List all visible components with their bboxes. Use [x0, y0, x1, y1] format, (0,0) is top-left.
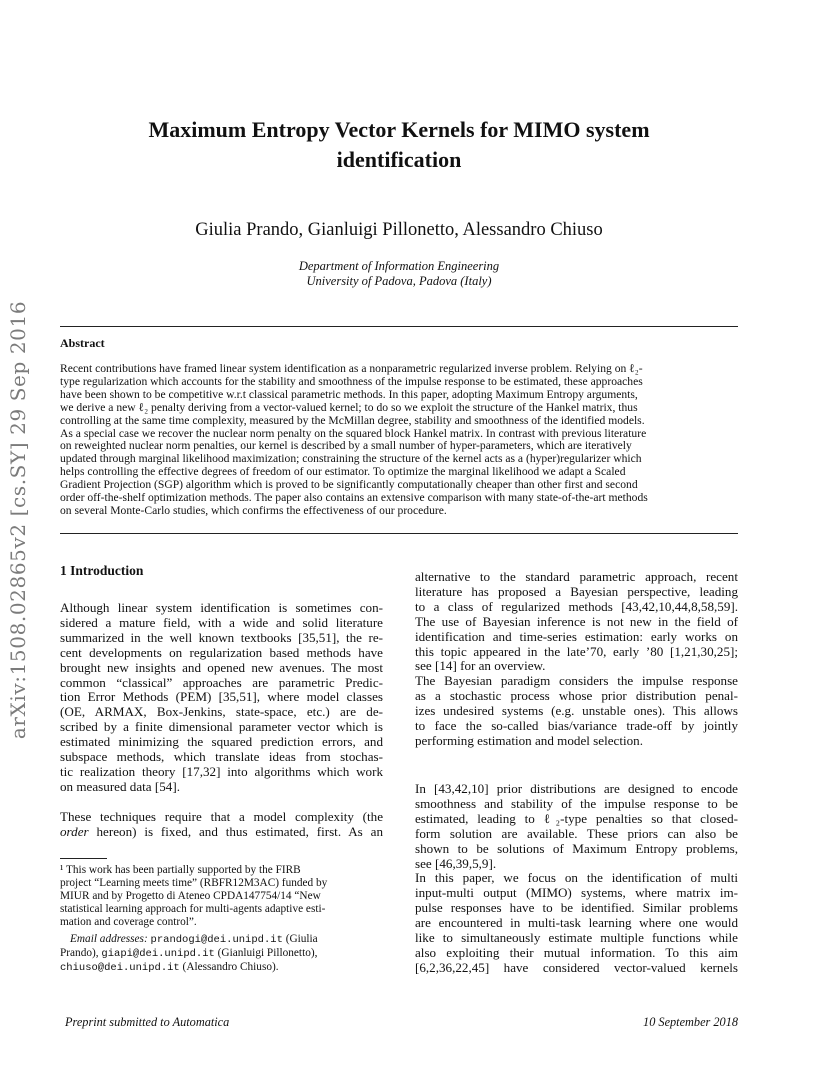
abstract-line: have been shown to be competitive w.r.t classical parametric methods. In this paper, adopting Maximum Entropy arguments,	[60, 387, 638, 401]
footer-date: 10 September 2018	[643, 1015, 738, 1029]
text-line: [6,2,36,22,45] have considered vector-valued kernels	[415, 959, 738, 975]
intro-left-paragraph-2	[60, 810, 383, 840]
title-line: identification	[336, 147, 462, 172]
text-line: These techniques require that a model complexity (the	[60, 809, 383, 824]
title-line: Maximum Entropy Vector Kernels for MIMO system	[148, 117, 650, 142]
email-line	[60, 947, 383, 961]
affiliation-line: University of Padova, Padova (Italy)	[306, 273, 492, 288]
text-line: brought new insights and opened new avenues. The most	[60, 659, 383, 675]
text-line: see [46,39,5,9].	[415, 855, 497, 871]
footnote-line: statistical learning approach for multi-agents adaptive esti-	[60, 903, 326, 915]
text-line: identification and time-series estimation: early works on	[415, 628, 738, 644]
text-line: also exploiting their mutual information. To this aim	[415, 944, 738, 960]
text-line: tic realization theory [17,32] into algorithms which work	[60, 763, 383, 779]
footnote-rule	[60, 858, 107, 859]
intro-left-paragraph-1	[60, 601, 383, 795]
abstract-line: updated through marginal likelihood maximization; constraining the structure of the kernel acts as a (hyper)regularizer which	[60, 452, 642, 466]
footnote-line: MIUR and by Progetto di Ateneo CPDA147754/14 “New	[60, 890, 321, 902]
abstract-line: helps controlling the effective degrees of freedom of our estimator. To optimize the marginal likelihood we adapt a Scaled	[60, 465, 626, 479]
email-label: Email addresses:	[70, 933, 148, 945]
abstract-heading: Abstract	[60, 336, 105, 350]
intro-right-paragraph-2	[415, 782, 738, 976]
affiliation	[60, 259, 738, 288]
abstract-line: As a special case we recover the nuclear norm penalty on the squared block Hankel matrix. In contrast with previous literature	[60, 426, 647, 440]
text-line: shown to be solutions of Maximum Entropy problems,	[415, 840, 738, 856]
text-line: this topic appeared in the late’70, early ’80 [1,21,30,25];	[415, 643, 738, 659]
intro-right-paragraph-1	[415, 570, 738, 749]
abstract-line: Gradient Projection (SGP) algorithm which is proved to be significantly computationally cheaper than other first and second	[60, 478, 638, 492]
text-line: like to simultaneously estimate multiple functions while	[415, 930, 738, 946]
email-link[interactable]: giapi@dei.unipd.it	[101, 948, 215, 960]
text-line: smoothness and stability of the impulse response to be	[415, 795, 738, 811]
text-line: as a stochastic process whose prior distribution penal-	[415, 688, 738, 704]
email-link[interactable]: prandogi@dei.unipd.it	[150, 934, 283, 946]
abstract-bottom-rule	[60, 533, 738, 534]
text-fragment: hereon) is fixed, and thus estimated, first. As an	[88, 823, 383, 839]
abstract-line: type regularization which accounts for the stability and smoothness of the impulse response to be estimated, these approaches	[60, 374, 643, 388]
text-line	[60, 825, 383, 840]
text-line: performing estimation and model selection.	[415, 732, 643, 748]
author-list: Giulia Prando, Gianluigi Pillonetto, Alessandro Chiuso	[195, 220, 603, 240]
abstract-line: on several Monte-Carlo studies, which confirms the effectiveness of our procedure.	[60, 503, 447, 517]
abstract-line: order off-the-shelf optimization methods. The paper also contains an extensive comparison with many state-of-the-art methods	[60, 491, 648, 505]
text-line: izes undesired systems (e.g. unstable ones). This allows	[415, 703, 738, 719]
email-line	[60, 961, 383, 975]
text-line: estimated, leading to ℓ₂-type penalties so that closed-	[415, 810, 738, 826]
italic-word: order	[60, 823, 89, 839]
text-line: to face the so-called bias/variance trade-off by jointly	[415, 718, 738, 734]
footnote-line: project “Learning meets time” (RBFR12M3AC) funded by	[60, 877, 328, 889]
paper-title	[60, 115, 738, 175]
text-line: tion Error Methods (PEM) [35,51], where model classes	[60, 689, 383, 705]
email-owner: (Alessandro Chiuso).	[179, 961, 279, 973]
text-line: estimated minimizing the squared prediction errors, and	[60, 734, 383, 750]
text-line: to a class of regularized methods [43,42,10,44,8,58,59].	[415, 598, 738, 614]
text-line: sidered a mature field, with a wide and solid literature	[60, 614, 383, 630]
text-line: In this paper, we focus on the identification of multi	[415, 870, 738, 886]
footnote-line: ¹ This work has been partially supported by the FIRB	[60, 864, 301, 876]
text-line: literature has proposed a Bayesian perspective, leading	[415, 583, 738, 599]
text-line: Although linear system identification is sometimes con-	[60, 600, 383, 615]
abstract-top-rule	[60, 326, 738, 327]
affiliation-line: Department of Information Engineering	[298, 259, 500, 273]
text-line: are encountered in multi-task learning where one would	[415, 915, 738, 931]
text-line: (OE, ARMAX, Box-Jenkins, state-space, etc.) are de-	[60, 704, 383, 720]
text-line: The use of Bayesian inference is not new in the field of	[415, 613, 738, 629]
text-line: In [43,42,10] prior distributions are designed to encode	[415, 781, 738, 796]
text-line: scribed by a finite dimensional parameter vector which is	[60, 719, 383, 735]
text-line: see [14] for an overview.	[415, 658, 546, 674]
section-heading-introduction: 1 Introduction	[60, 563, 144, 578]
footnote	[60, 864, 383, 975]
email-owner: Prando),	[60, 947, 102, 959]
email-link[interactable]: chiuso@dei.unipd.it	[60, 962, 180, 974]
text-line: alternative to the standard parametric approach, recent	[415, 569, 738, 584]
text-line: form solution are available. These priors can also be	[415, 825, 738, 841]
text-line: pulse responses have to be identified. Similar problems	[415, 900, 738, 916]
arxiv-identifier-text: arXiv:1508.02865v2 [cs.SY] 29 Sep 2016	[6, 300, 30, 740]
text-line: on measured data [54].	[60, 778, 180, 794]
text-line: common “classical” approaches are parametric Predic-	[60, 674, 383, 690]
abstract-line: Recent contributions have framed linear system identification as a nonparametric regularized inverse problem. Relying on ℓ₂-	[60, 362, 643, 375]
abstract-line: we derive a new ℓ₂ penalty deriving from a vector-valued kernel; to do so we exploit the structure of the Hankel matrix, thus	[60, 400, 638, 414]
text-line: cent developments on regularization based methods have	[60, 644, 383, 660]
email-line	[60, 933, 383, 947]
text-line: input-multi output (MIMO) systems, where matrix im-	[415, 885, 738, 901]
abstract-line: on reweighted nuclear norm penalties, our kernel is described by a small number of hyper-parameters, which are iteratively	[60, 439, 632, 453]
text-line: The Bayesian paradigm considers the impulse response	[415, 673, 738, 689]
abstract-line: controlling at the same time complexity, measured by the McMillan degree, stability and smoothness of the identified models.	[60, 413, 645, 427]
footnote-line: mation and coverage control”.	[60, 916, 197, 928]
abstract-body	[60, 363, 738, 518]
email-owner: (Giulia	[282, 933, 318, 945]
text-line: summarized in the well known textbooks [35,51], the re-	[60, 629, 383, 645]
text-line: subspace methods, which translate ideas from stochas-	[60, 749, 383, 765]
email-owner: (Gianluigi Pillonetto),	[214, 947, 318, 959]
footer-preprint-note: Preprint submitted to Automatica	[65, 1015, 230, 1029]
